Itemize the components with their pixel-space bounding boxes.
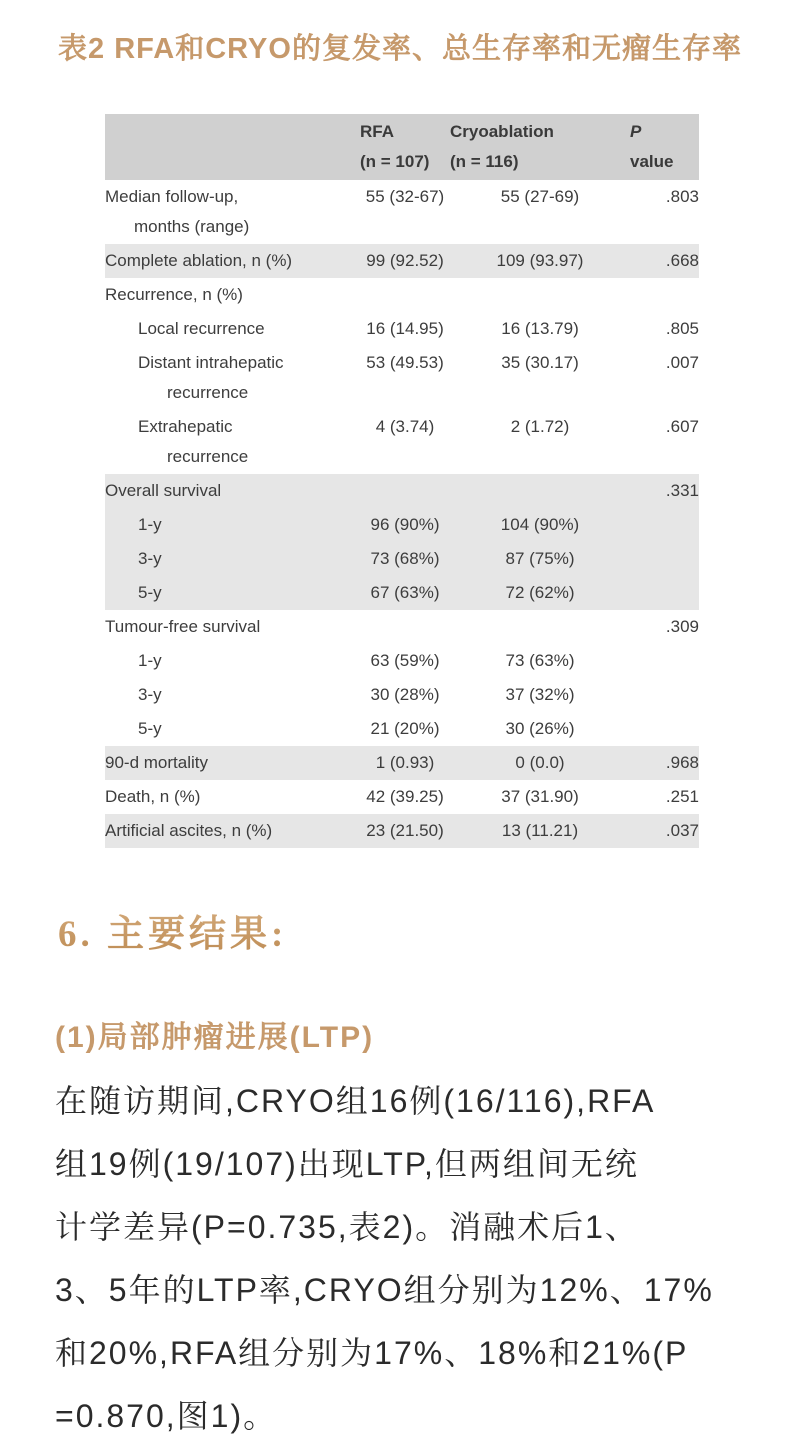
cryo-value-cell: 30 (26%) — [505, 719, 575, 738]
rfa-value-cell: 99 (92.52) — [366, 251, 444, 270]
header-cell-cryo — [450, 114, 630, 180]
row-label-cell: Local recurrence — [138, 319, 265, 338]
p-value-cell: .607 — [665, 417, 699, 436]
table-row — [105, 474, 699, 508]
row-label-cell: 3-y — [138, 549, 162, 568]
table-row — [105, 244, 699, 278]
header-cell-p — [630, 114, 699, 180]
rfa-value-cell: 63 (59%) — [370, 651, 440, 670]
cryo-value-cell: 2 (1.72) — [510, 417, 570, 436]
section-heading: 6. 主要结果: — [58, 910, 800, 960]
p-value-cell: .037 — [665, 821, 699, 840]
header-cell-empty — [105, 114, 360, 180]
rfa-header-n: (n = 107) — [360, 152, 430, 171]
p-value-cell — [630, 278, 699, 312]
rfa-value-cell: 16 (14.95) — [366, 319, 444, 338]
cryo-value-cell: 72 (62%) — [505, 583, 575, 602]
table-row — [105, 312, 699, 346]
paragraph-line: 3、5年的LTP率,CRYO组分别为12%、17% — [55, 1272, 714, 1308]
cryo-value-cell: 104 (90%) — [500, 515, 580, 534]
table-row — [105, 610, 699, 644]
cryo-value-cell: 109 (93.97) — [496, 251, 584, 270]
paragraph-line: 组19例(19/107)出现LTP,但两组间无统 — [55, 1146, 639, 1182]
cryo-value-cell: 35 (30.17) — [501, 353, 579, 372]
rfa-value-cell: 21 (20%) — [370, 719, 440, 738]
p-value-cell — [630, 712, 699, 746]
p-value-cell — [630, 678, 699, 712]
table-row — [105, 746, 699, 780]
paragraph-line: =0.870,图1)。 — [55, 1398, 278, 1434]
table-row — [105, 678, 699, 712]
rfa-value-cell: 73 (68%) — [370, 549, 440, 568]
row-label-cell: 90-d mortality — [105, 753, 208, 772]
rfa-value-cell: 96 (90%) — [370, 515, 440, 534]
p-value-cell: .805 — [665, 319, 699, 338]
cryo-value-cell: 37 (32%) — [505, 685, 575, 704]
cryo-value-cell: 87 (75%) — [505, 549, 575, 568]
row-label-cell: Overall survival — [105, 481, 222, 500]
p-value-cell — [630, 576, 699, 610]
cryo-value-cell: 0 (0.0) — [515, 753, 565, 772]
table-row — [105, 780, 699, 814]
cryo-value-cell: 13 (11.21) — [501, 821, 579, 840]
row-label-cell: 5-y — [138, 583, 162, 602]
cryo-value-cell: 55 (27-69) — [500, 187, 580, 206]
paragraph-line: 和20%,RFA组分别为17%、18%和21%(P — [55, 1335, 689, 1371]
p-value-cell: .251 — [665, 787, 699, 806]
rfa-value-cell — [360, 474, 450, 508]
rfa-value-cell: 67 (63%) — [370, 583, 440, 602]
row-label-cell: Complete ablation, n (%) — [105, 251, 293, 270]
p-value-cell — [630, 508, 699, 542]
row-label-cell: Death, n (%) — [105, 787, 201, 806]
row-label-cell: Median follow-up, months (range) — [105, 187, 250, 236]
paragraph-line: 计学差异(P=0.735,表2)。消融术后1、 — [55, 1209, 639, 1245]
cryo-header-label: Cryoablation — [450, 122, 554, 141]
rfa-value-cell: 1 (0.93) — [375, 753, 435, 772]
rfa-value-cell: 42 (39.25) — [366, 787, 444, 806]
table-row — [105, 542, 699, 576]
table-row — [105, 712, 699, 746]
table-caption: 表2 RFA和CRYO的复发率、总生存率和无瘤生存率 — [58, 33, 742, 65]
row-label-cell: Artificial ascites, n (%) — [105, 821, 273, 840]
rfa-value-cell: 55 (32-67) — [365, 187, 445, 206]
table-row — [105, 180, 699, 244]
rfa-value-cell: 4 (3.74) — [375, 417, 435, 436]
row-label-cell: 1-y — [138, 515, 162, 534]
table-row — [105, 576, 699, 610]
row-label-cell: 1-y — [138, 651, 162, 670]
table-row — [105, 508, 699, 542]
row-label-cell: 3-y — [138, 685, 162, 704]
p-value-cell: .309 — [665, 617, 699, 636]
table-row — [105, 278, 699, 312]
row-label-cell: Distant intrahepatic recurrence — [138, 353, 284, 402]
p-value-cell: .331 — [665, 481, 699, 500]
results-table-body — [105, 180, 699, 848]
p-value-cell: .803 — [665, 187, 699, 206]
header-cell-rfa — [360, 114, 450, 180]
p-value-cell: .007 — [665, 353, 699, 372]
results-table — [105, 114, 699, 848]
cryo-value-cell: 37 (31.90) — [501, 787, 579, 806]
body-paragraph — [55, 1070, 755, 1446]
p-value-cell — [630, 542, 699, 576]
row-label-cell: Recurrence, n (%) — [105, 285, 243, 304]
row-label-cell: 5-y — [138, 719, 162, 738]
cryo-value-cell: 16 (13.79) — [501, 319, 579, 338]
table-row — [105, 346, 699, 410]
p-header-value: value — [630, 152, 674, 171]
rfa-value-cell: 30 (28%) — [370, 685, 440, 704]
p-value-cell — [630, 644, 699, 678]
cryo-value-cell — [450, 474, 630, 508]
p-value-cell: .668 — [665, 251, 699, 270]
paragraph-line: 在随访期间,CRYO组16例(16/116),RFA — [55, 1083, 656, 1119]
table-row — [105, 410, 699, 474]
rfa-value-cell — [360, 278, 450, 312]
row-label-cell: Tumour-free survival — [105, 617, 261, 636]
row-label-cell: Extrahepatic recurrence — [138, 417, 249, 466]
cryo-value-cell: 73 (63%) — [505, 651, 575, 670]
header-row — [105, 114, 699, 180]
rfa-value-cell: 53 (49.53) — [366, 353, 444, 372]
table-row — [105, 814, 699, 848]
p-header-label: P — [630, 122, 642, 141]
cryo-value-cell — [450, 610, 630, 644]
results-table-header — [105, 114, 699, 180]
cryo-value-cell — [450, 278, 630, 312]
cryo-header-n: (n = 116) — [450, 152, 519, 171]
table-row — [105, 644, 699, 678]
rfa-header-label: RFA — [360, 122, 394, 141]
rfa-value-cell: 23 (21.50) — [366, 821, 444, 840]
p-value-cell: .968 — [665, 753, 699, 772]
subsection-heading: (1)局部肿瘤进展(LTP) — [55, 1021, 375, 1054]
rfa-value-cell — [360, 610, 450, 644]
